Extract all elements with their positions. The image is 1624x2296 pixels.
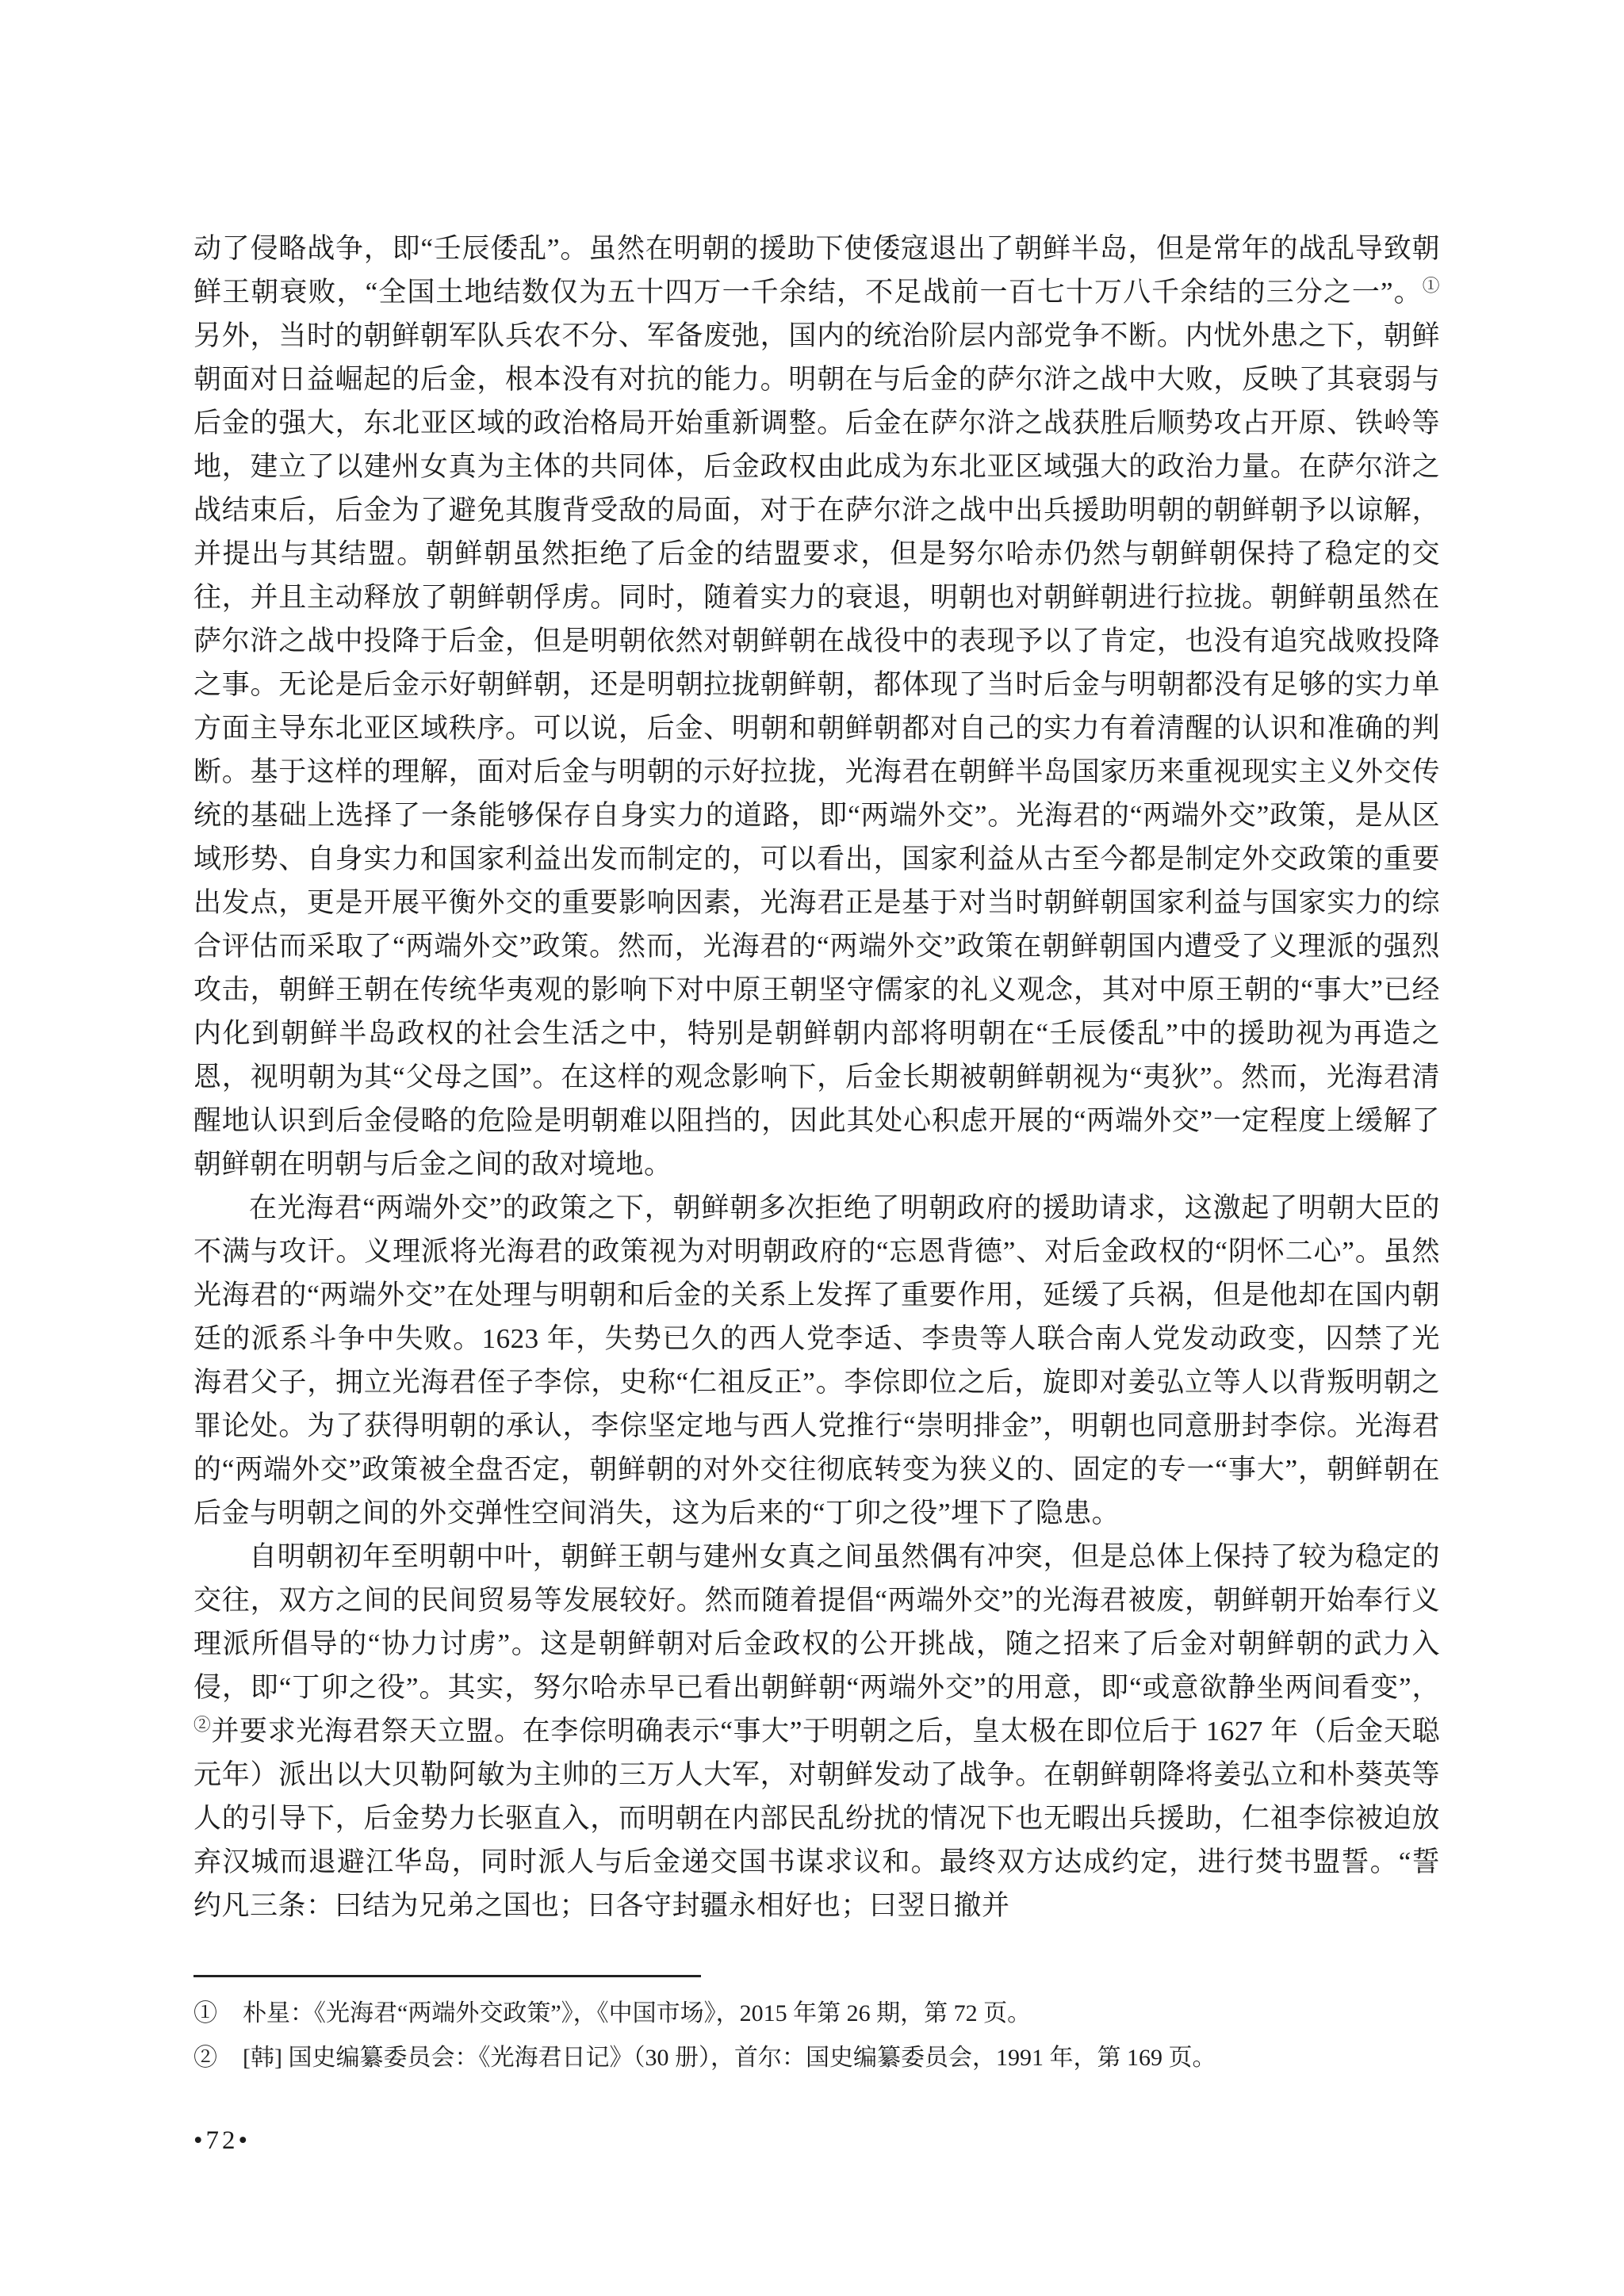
footnote-marker: ② <box>193 2045 217 2071</box>
footnote-text: 朴星：《光海君“两端外交政策”》，《中国市场》，2015 年第 26 期，第 72 页。 <box>243 2000 1032 2026</box>
footnote-ref: ② <box>193 1715 212 1735</box>
paragraph: 自明朝初年至明朝中叶，朝鲜王朝与建州女真之间虽然偶有冲突，但是总体上保持了较为稳定的交往，双方之间的民间贸易等发展较好。然而随着提倡“两端外交”的光海君被废，朝鲜朝开始奉行义理派所倡导的“协力讨虏”。这是朝鲜朝对后金政权的公开挑战，随之招来了后金对朝鲜朝的武力入侵，即“丁卯之役”。其实，努尔哈赤早已看出朝鲜朝“两端外交”的用意，即“或意欲静坐两间看变”，②并要求光海君祭天立盟。在李倧明确表示“事大”于明朝之后，皇太极在即位后于 1627 年（后金天聪元年）派出以大贝勒阿敏为主帅的三万人大军，对朝鲜发动了战争。在朝鲜朝降将姜弘立和朴葵英等人的引导下，后金势力长驱直入，而明朝在内部民乱纷扰的情况下也无暇出兵援助，仁祖李倧被迫放弃汉城而退避江华岛，同时派人与后金递交国书谋求议和。最终双方达成约定，进行焚书盟誓。“誓约凡三条：曰结为兄弟之国也；曰各守封疆永相好也；曰翌日撤并 <box>193 1541 1440 1921</box>
footnote-marker: ① <box>193 2000 217 2026</box>
footnote-ref: ① <box>1422 276 1440 296</box>
footnotes-section <box>193 1975 1440 2077</box>
page-number: •72• <box>193 2126 251 2155</box>
paragraph-continuation: 动了侵略战争，即“壬辰倭乱”。虽然在明朝的援助下使倭寇退出了朝鲜半岛，但是常年的战乱导致朝鲜王朝衰败，“全国土地结数仅为五十四万一千余结，不足战前一百七十万八千余结的三分之一”。①另外，当时的朝鲜朝军队兵农不分、军备废弛，国内的统治阶层内部党争不断。内忧外患之下，朝鲜朝面对日益崛起的后金，根本没有对抗的能力。明朝在与后金的萨尔浒之战中大败，反映了其衰弱与后金的强大，东北亚区域的政治格局开始重新调整。后金在萨尔浒之战获胜后顺势攻占开原、铁岭等地，建立了以建州女真为主体的共同体，后金政权由此成为东北亚区域强大的政治力量。在萨尔浒之战结束后，后金为了避免其腹背受敌的局面，对于在萨尔浒之战中出兵援助明朝的朝鲜朝予以谅解，并提出与其结盟。朝鲜朝虽然拒绝了后金的结盟要求，但是努尔哈赤仍然与朝鲜朝保持了稳定的交往，并且主动释放了朝鲜朝俘虏。同时，随着实力的衰退，明朝也对朝鲜朝进行拉拢。朝鲜朝虽然在萨尔浒之战中投降于后金，但是明朝依然对朝鲜朝在战役中的表现予以了肯定，也没有追究战败投降之事。无论是后金示好朝鲜朝，还是明朝拉拢朝鲜朝，都体现了当时后金与明朝都没有足够的实力单方面主导东北亚区域秩序。可以说，后金、明朝和朝鲜朝都对自己的实力有着清醒的认识和准确的判断。基于这样的理解，面对后金与明朝的示好拉拢，光海君在朝鲜半岛国家历来重视现实主义外交传统的基础上选择了一条能够保存自身实力的道路，即“两端外交”。光海君的“两端外交”政策，是从区域形势、自身实力和国家利益出发而制定的，可以看出，国家利益从古至今都是制定外交政策的重要出发点，更是开展平衡外交的重要影响因素，光海君正是基于对当时朝鲜朝国家利益与国家实力的综合评估而采取了“两端外交”政策。然而，光海君的“两端外交”政策在朝鲜朝国内遭受了义理派的强烈攻击，朝鲜王朝在传统华夷观的影响下对中原王朝坚守儒家的礼义观念，其对中原王朝的“事大”已经内化到朝鲜半岛政权的社会生活之中，特别是朝鲜朝内部将明朝在“壬辰倭乱”中的援助视为再造之恩，视明朝为其“父母之国”。在这样的观念影响下，后金长期被朝鲜朝视为“夷狄”。然而，光海君清醒地认识到后金侵略的危险是明朝难以阻挡的，因此其处心积虑开展的“两端外交”一定程度上缓解了朝鲜朝在明朝与后金之间的敌对境地。 <box>193 233 1440 1180</box>
footnote-divider <box>193 1975 701 1977</box>
footnote-text: [韩] 国史编纂委员会：《光海君日记》（30 册），首尔：国史编纂委员会，1991 年，第 169 页。 <box>243 2045 1216 2071</box>
footnote-item <box>193 1995 1440 2033</box>
footnote-item <box>193 2039 1440 2077</box>
article-body <box>193 227 1440 1927</box>
paragraph: 在光海君“两端外交”的政策之下，朝鲜朝多次拒绝了明朝政府的援助请求，这激起了明朝大臣的不满与攻讦。义理派将光海君的政策视为对明朝政府的“忘恩背德”、对后金政权的“阴怀二心”。虽然光海君的“两端外交”在处理与明朝和后金的关系上发挥了重要作用，延缓了兵祸，但是他却在国内朝廷的派系斗争中失败。1623 年，失势已久的西人党李适、李贵等人联合南人党发动政变，囚禁了光海君父子，拥立光海君侄子李倧，史称“仁祖反正”。李倧即位之后，旋即对姜弘立等人以背叛明朝之罪论处。为了获得明朝的承认，李倧坚定地与西人党推行“崇明排金”，明朝也同意册封李倧。光海君的“两端外交”政策被全盘否定，朝鲜朝的对外交往彻底转变为狭义的、固定的专一“事大”，朝鲜朝在后金与明朝之间的外交弹性空间消失，这为后来的“丁卯之役”埋下了隐患。 <box>193 1192 1440 1529</box>
page-footer <box>193 2126 1440 2156</box>
